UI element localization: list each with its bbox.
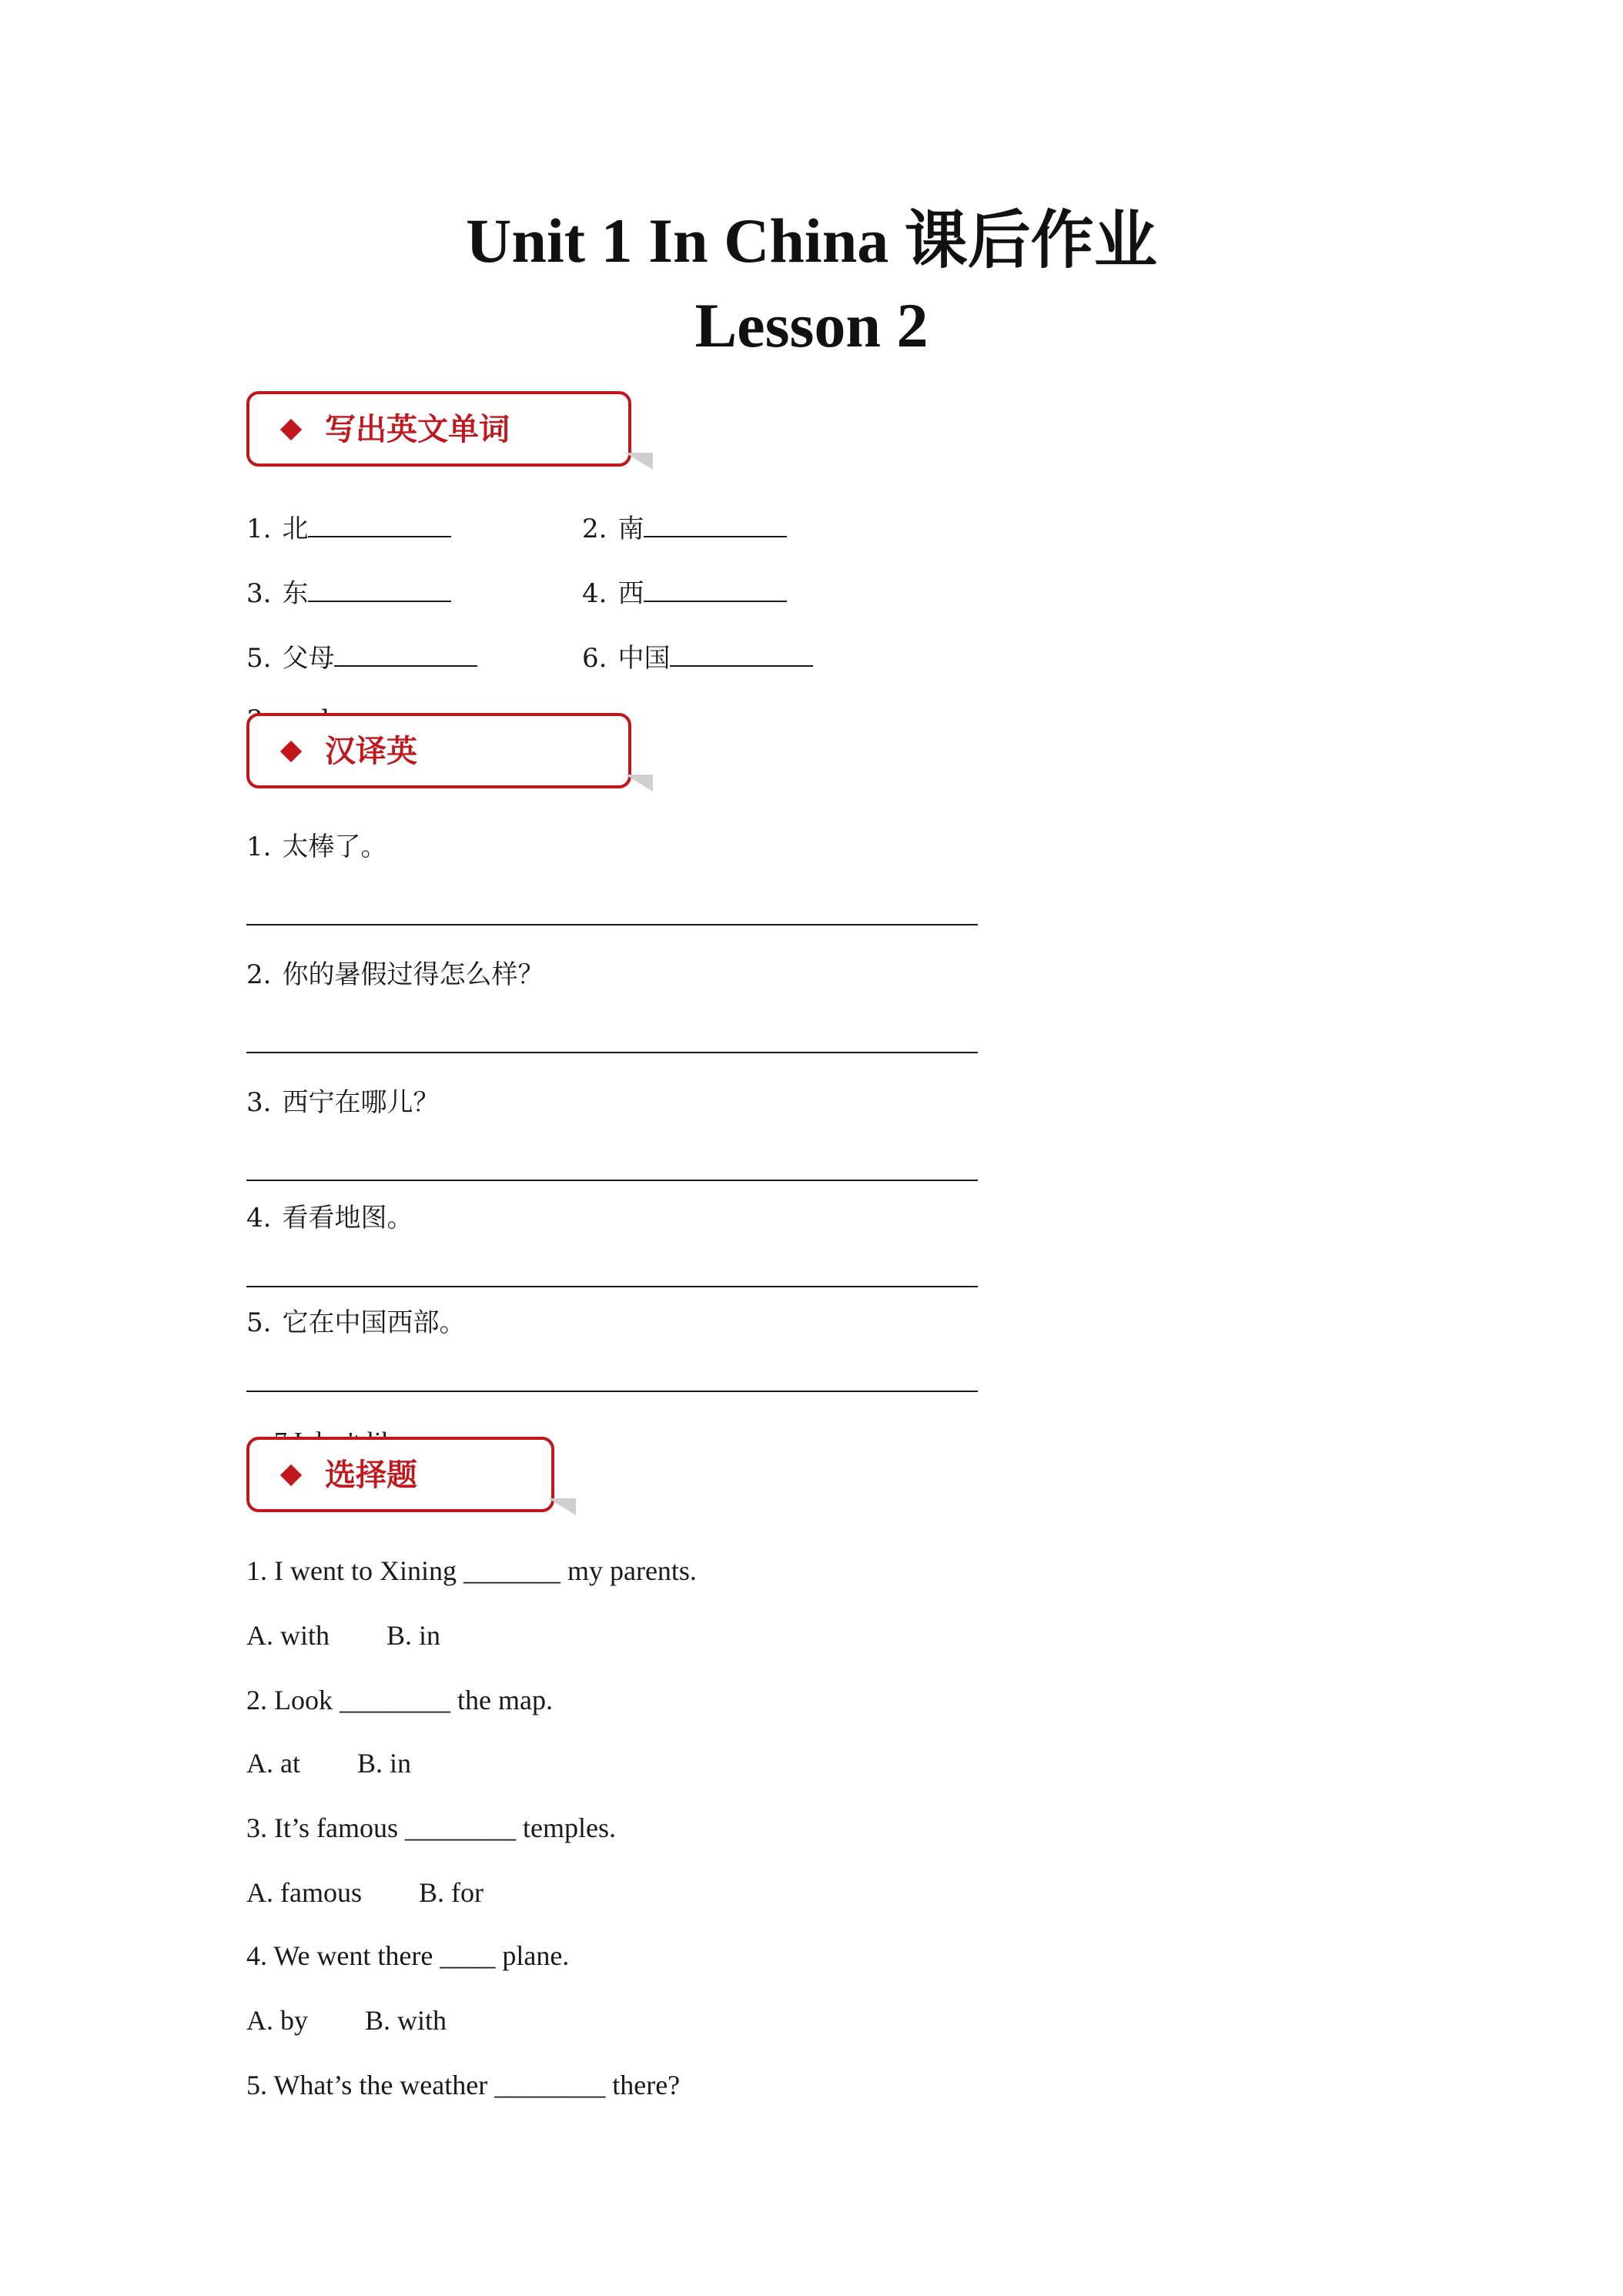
answer-line xyxy=(246,924,978,925)
diamond-bullet-icon xyxy=(280,419,302,440)
option-b: B. in xyxy=(387,1620,441,1651)
vocab-item: 4. 西 xyxy=(582,574,787,611)
answer-blank xyxy=(308,510,451,537)
vocab-item: 6. 中国 xyxy=(582,639,813,675)
question-text: 3. It’s famous ________ temples. xyxy=(246,1812,616,1843)
option-b: B. for xyxy=(418,1877,484,1908)
answer-blank xyxy=(644,574,787,602)
answer-line xyxy=(246,1052,978,1053)
section-heading-multiple-choice xyxy=(246,1437,554,1512)
answer-line xyxy=(246,1286,978,1287)
vocab-item: 5. 父母 xyxy=(246,639,477,675)
answer-options xyxy=(246,2003,447,2037)
option-a: A. famous xyxy=(246,1877,362,1908)
translation-item: 2. 你的暑假过得怎么样？ xyxy=(246,959,544,990)
translation-item: 3. 西宁在哪儿？ xyxy=(246,1087,440,1118)
section-heading-vocabulary xyxy=(246,391,631,467)
section-heading-label: 汉译英 xyxy=(325,734,417,769)
answer-line xyxy=(246,1391,978,1392)
heading-shadow xyxy=(625,453,653,470)
heading-shadow xyxy=(548,1498,576,1515)
vocab-item: 2. 南 xyxy=(582,510,787,546)
question-text: 2. Look ________ the map. xyxy=(246,1685,553,1715)
option-b: B. with xyxy=(365,2005,447,2036)
question-text: 5. What’s the weather ________ there? xyxy=(246,2070,681,2100)
answer-blank xyxy=(308,574,451,602)
answer-options xyxy=(246,1618,440,1652)
answer-blank xyxy=(334,639,477,667)
heading-shadow xyxy=(625,775,653,792)
page-subtitle: Lesson 2 xyxy=(694,290,929,360)
option-a: A. with xyxy=(246,1620,330,1651)
section-heading-label: 写出英文单词 xyxy=(325,412,510,447)
answer-options xyxy=(246,1876,484,1909)
diamond-bullet-icon xyxy=(280,741,302,762)
question-text: 1. I went to Xining _______ my parents. xyxy=(246,1555,697,1586)
option-b: B. in xyxy=(356,1748,411,1779)
section-heading-translation xyxy=(246,713,631,788)
answer-blank xyxy=(670,639,813,667)
translation-item: 4. 看看地图。 xyxy=(246,1203,413,1233)
translation-item: 5. 它在中国西部。 xyxy=(246,1307,466,1338)
answer-blank xyxy=(644,510,787,537)
translation-item: 1. 太棒了。 xyxy=(246,832,387,862)
option-a: A. at xyxy=(246,1748,300,1779)
section-heading-label: 选择题 xyxy=(325,1458,417,1493)
vocab-item: 3. 东 xyxy=(246,574,451,611)
vocab-item: 1. 北 xyxy=(246,510,451,546)
page-title: Unit 1 In China 课后作业 xyxy=(466,206,1157,276)
option-a: A. by xyxy=(246,2005,308,2036)
answer-options xyxy=(246,1746,411,1780)
question-text: 4. We went there ____ plane. xyxy=(246,1940,570,1971)
answer-line xyxy=(246,1180,978,1181)
diamond-bullet-icon xyxy=(280,1464,302,1486)
